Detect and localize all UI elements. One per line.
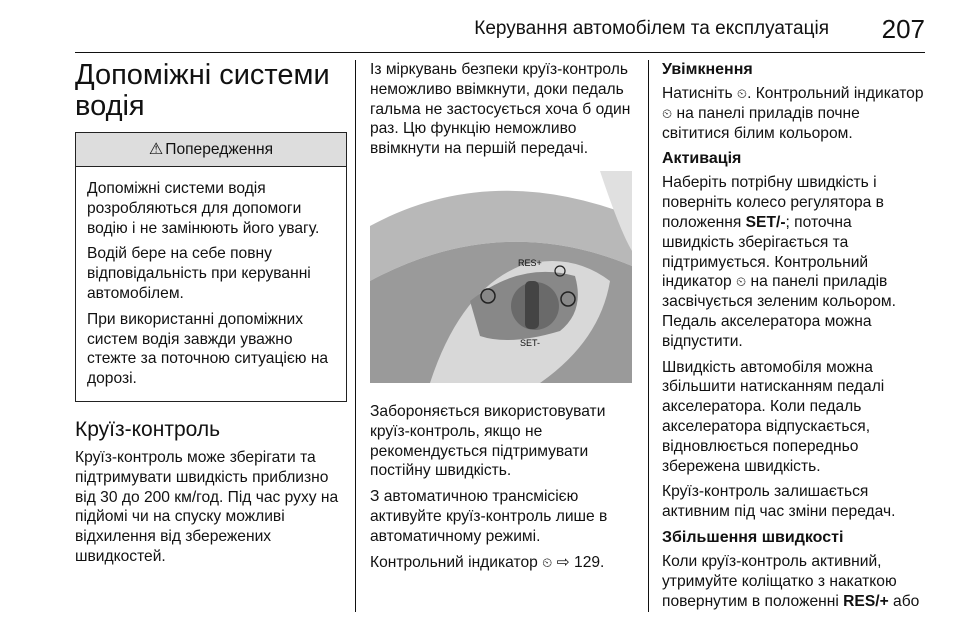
cruise-control-indicator-icon: ⏲ — [542, 554, 553, 570]
warning-box — [75, 132, 347, 402]
warning-paragraph: Допоміжні системи водія розробляються для допомоги водію і не замінюють його увагу. — [87, 180, 320, 237]
section-title-cruise-control: Круїз-контроль — [75, 417, 221, 441]
paragraph: З автоматичною трансмісією активуйте круїз-контроль лише в автоматичному режимі. — [370, 488, 608, 545]
paragraph: Забороняється використовувати круїз-контроль, якщо не рекомендується підтримувати постійну швидкість. — [370, 402, 606, 480]
column-2 — [370, 60, 632, 578]
paragraph: Коли круїз-контроль активний, утримуйте коліщатко з накаткою повернутим в положенні RES/+ або — [662, 552, 920, 610]
paragraph: Натисніть ⏲. Контрольний індикатор ⏲ на панелі приладів почне світитися білим кольором. — [662, 85, 924, 142]
warning-paragraph: Водій бере на себе повну відповідальність при керуванні автомобілем. — [87, 245, 311, 302]
res-plus-label: RES/+ — [843, 592, 889, 610]
warning-paragraph: При використанні допоміжних систем водія завжди уважно стежте за поточною ситуацією на дорозі. — [87, 310, 329, 388]
header-rule — [75, 52, 925, 53]
cruise-control-button-icon: ⏲ — [736, 86, 748, 101]
paragraph: Швидкість автомобіля можна збільшити натисканням педалі акселератора. Коли педаль акселератора відпускається, відновлюється попередньо збережена швидкість. — [662, 358, 885, 475]
page-title: Допоміжні системи водія — [75, 59, 330, 122]
steering-wheel-illustration — [370, 171, 632, 383]
column-1 — [75, 60, 347, 573]
paragraph-indicator-ref: Контрольний індикатор ⏲ ⇨ 129. — [370, 553, 605, 571]
subheading-increase-speed: Збільшення швидкості — [662, 528, 844, 546]
warning-triangle-icon: ⚠ — [148, 141, 164, 158]
subheading-switch-on: Увімкнення — [662, 61, 753, 78]
paragraph: Наберіть потрібну швидкість і поверніть колесо регулятора в положення SET/-; поточна швидкість зберігається та підтримується. Контрольний індикатор ⏲ на панелі приладів засвічується зеленим кольором. Педаль акселератора можна відпустити. — [662, 174, 896, 350]
page-number: 207 — [881, 14, 925, 44]
cruise-control-indicator-icon: ⏲ — [662, 105, 673, 121]
set-label: SET- — [520, 337, 541, 348]
cruise-control-indicator-icon: ⏲ — [736, 274, 747, 290]
paragraph: Із міркувань безпеки круїз-контроль неможливо ввімкнути, доки педаль гальма не застосується хоча б один раз. Цю функцію неможливо ввімкнути на першій передачі. — [370, 61, 631, 158]
subheading-activation: Активація — [662, 150, 742, 168]
warning-body — [76, 167, 346, 401]
column-divider-2 — [648, 60, 649, 612]
res-label: RES+ — [518, 257, 542, 268]
paragraph: Круїз-контроль може зберігати та підтримувати швидкість приблизно від 30 до 200 км/год. Під час руху на підйомі чи на спуску можливі відхилення від збережених швидкостей. — [75, 448, 339, 565]
column-divider-1 — [355, 60, 356, 612]
warning-header — [76, 133, 346, 167]
header-title: Керування автомобілем та експлуатація — [474, 18, 829, 39]
paragraph: Круїз-контроль залишається активним під час зміни передач. — [662, 483, 896, 521]
page-ref-arrow-icon: ⇨ — [556, 553, 570, 571]
warning-label: Попередження — [165, 141, 274, 158]
set-minus-label: SET/- — [745, 213, 786, 231]
column-3 — [662, 60, 927, 617]
page-header — [75, 0, 925, 48]
